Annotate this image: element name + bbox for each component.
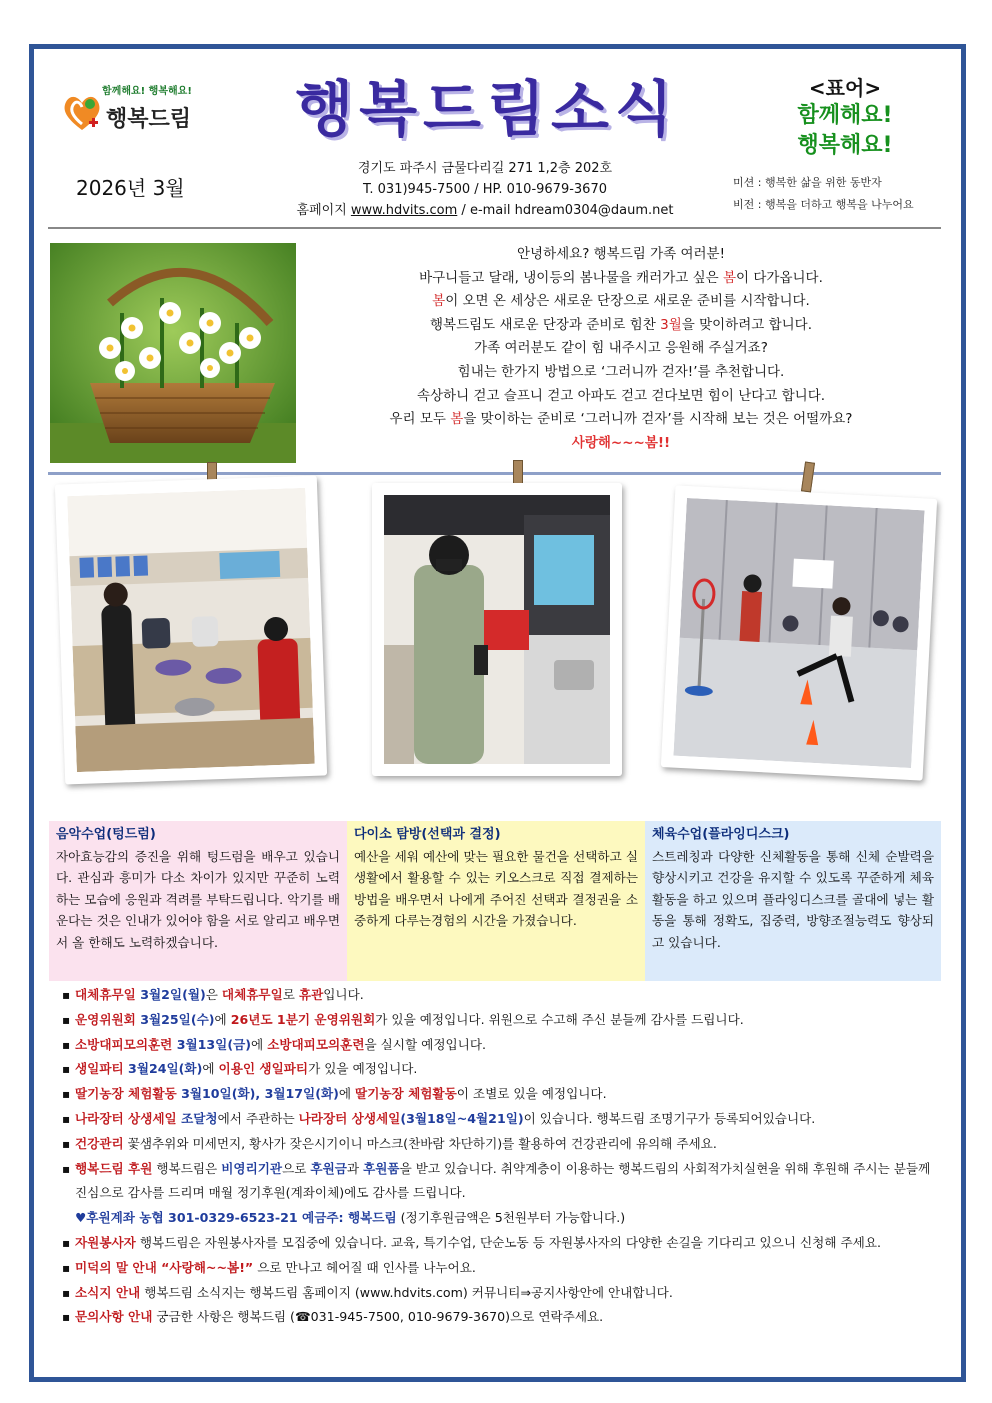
notice-highlight: 비영리기관: [221, 1160, 283, 1176]
notice-highlight: 딸기농장 체험활동: [355, 1086, 457, 1102]
notice-label: 대체휴무일: [75, 987, 136, 1002]
notice-label: 운영위원회: [75, 1011, 136, 1027]
notice-text: 이 조별로 있을 예정입니다.: [456, 1086, 607, 1102]
greeting-highlight: 봄: [450, 411, 464, 428]
activity-music: [49, 821, 347, 981]
web-line: [250, 200, 720, 221]
notice-birthday: [62, 1057, 942, 1082]
notice-text: 으로: [282, 1160, 311, 1176]
logo: [60, 82, 230, 142]
activity-body: 스트레칭과 다양한 신체활동을 통해 신체 순발력을 향상시키고 건강을 유지할 수 있도록 꾸준하게 체육활동을 하고 있으며 플라잉디스크를 골대에 넣는 활동을 통해 정확도, 집중력, 방향조절능력도 향상되고 있습니다.: [652, 848, 934, 950]
notice-text: 행복드림은: [152, 1160, 222, 1176]
notice-text: 에: [202, 1061, 219, 1077]
greeting-text: 우리 모두: [389, 411, 451, 428]
greeting-line-4: [306, 314, 936, 338]
homepage-link[interactable]: www.hdvits.com: [350, 203, 458, 218]
notice-text: 꽃샘추위와 미세먼지, 황사가 잦은시기이니 마스크(찬바람 차단하기)를 활용하여 건강관리에 유의해 주세요.: [123, 1135, 717, 1151]
notice-label: 미덕의 말 안내: [75, 1259, 157, 1275]
notice-date: 3월24일(화): [123, 1061, 203, 1077]
notice-text: 가 있을 예정입니다.: [308, 1061, 418, 1077]
greeting-line-5: 가족 여러분도 같이 힘 내주시고 응원해 주실거죠?: [474, 340, 768, 357]
notice-highlight: 대체휴무일: [221, 987, 283, 1002]
notice-text: 행복드림 소식지는 행복드림 홈페이지 (www.hdvits.com) 커뮤니티⇒공지사항안에 안내합니다.: [140, 1284, 673, 1300]
motto-line-2: 행복해요!: [797, 133, 893, 158]
greeting-line-8: [306, 408, 936, 432]
notice-label: 문의사항 안내: [75, 1309, 153, 1325]
notice-highlight: 소방대피모의훈련: [267, 1036, 365, 1052]
activity-title: 다이소 탐방(선택과 결정): [354, 827, 501, 842]
notice-highlight: “사랑해~~봄!”: [156, 1259, 254, 1275]
photo-music-class: [55, 476, 327, 785]
mission-text: 미션 : 행복한 삶을 위한 동반자: [733, 176, 882, 189]
greeting-signoff: 사랑해~~~봄!!: [571, 434, 671, 451]
notice-highlight: 후원금: [310, 1160, 347, 1176]
notice-text: 과: [346, 1160, 364, 1176]
notice-date: 3월13일(금): [172, 1036, 252, 1052]
phone-line: T. 031)945-7500 / HP. 010-9679-3670: [363, 182, 607, 197]
greeting-line-1: 안녕하세요? 행복드림 가족 여러분!: [516, 246, 726, 262]
bank-account: ♥후원계좌 농협 301-0329-6523-21 예금주: 행복드림: [75, 1210, 397, 1226]
notice-newsletter: [62, 1281, 942, 1306]
notice-label: 딸기농장 체험활동: [75, 1086, 177, 1102]
notice-label: 건강관리: [75, 1135, 124, 1151]
notice-volunteer: [62, 1231, 942, 1256]
notice-label: 소식지 안내: [75, 1284, 141, 1300]
notice-inquiry: [62, 1305, 942, 1330]
notice-text: 에: [338, 1086, 356, 1102]
motto-block: [760, 72, 930, 161]
activity-title: 체육수업(플라잉디스크): [652, 827, 790, 842]
notice-fire-drill: [62, 1033, 942, 1058]
notice-text: 을 받고 있습니다. 취약계층이 이용하는 행복드림의 사회적가치실현을 위해 후원해 주시는 분들께 진심으로 감사를 드리며 매월 정기후원(계좌이체)에도 감사를 드립니다.: [75, 1160, 931, 1201]
flower-basket-image: [50, 243, 296, 463]
bank-note: (정기후원금액은 5천원부터 가능합니다.): [396, 1210, 626, 1226]
notice-list: [62, 983, 942, 1330]
activity-body: 자아효능감의 증진을 위해 텅드럼을 배우고 있습니다. 관심과 흥미가 다소 차이가 있지만 꾸준히 노력하는 모습에 응원과 격려를 부탁드립니다. 악기를 배운다는 것은 인내가 있어야 함을 서로 알리고 배우면서 올 한해도 노력하겠습니다.: [56, 848, 340, 950]
notice-sale: [62, 1107, 942, 1132]
greeting-text: 바구니들고 달래, 냉이등의 봄나물을 캐러가고 싶은: [419, 269, 723, 286]
greeting-text: 을 맞이하는 준비로 ‘그러니까 걷자’를 시작해 보는 것은 어떨까요?: [463, 411, 853, 428]
notice-date: (3월18일~4월21일): [400, 1110, 524, 1126]
notice-highlight: 후원품: [363, 1160, 400, 1176]
header-divider: [48, 227, 941, 229]
notice-donation: [62, 1157, 942, 1207]
notice-text: 로: [282, 987, 299, 1002]
greeting-highlight: 봄: [723, 269, 737, 286]
greeting-text: 을 맞이하려고 합니다.: [681, 316, 812, 333]
notice-text: 을 실시할 예정입니다.: [364, 1036, 487, 1052]
notice-text: 으로 만나고 헤어질 때 인사를 나누어요.: [253, 1259, 476, 1275]
notice-date: 3월10일(화), 3월17일(화): [176, 1086, 339, 1102]
address-line: 경기도 파주시 금물다리길 271 1,2층 202호: [357, 161, 613, 176]
notice-text: 행복드림은 자원봉사자를 모집중에 있습니다. 교육, 특기수업, 단순노동 등 자원봉사자의 다양한 손길을 기다리고 있으니 신청해 주세요.: [135, 1234, 881, 1250]
greeting-line-6: 힘내는 한가지 방법으로 ‘그러니까 걷자!’를 추천합니다.: [457, 363, 785, 380]
greeting-text: 이 오면 온 세상은 새로운 단장으로 새로운 준비를 시작합니다.: [445, 293, 810, 310]
email-text: / e-mail hdream0304@daum.net: [457, 203, 674, 218]
greeting-text: 이 다가옵니다.: [736, 269, 823, 286]
issue-date: 2026년 3월: [76, 176, 185, 200]
greeting-message: [306, 243, 936, 455]
vision-text: 비전 : 행복을 더하고 행복을 나누어요: [733, 198, 914, 211]
notice-label: 생일파티: [75, 1061, 124, 1077]
notice-virtue-word: [62, 1256, 942, 1281]
web-prefix: 홈페이지: [296, 203, 351, 218]
motto-line-1: 함께해요!: [797, 103, 893, 128]
activity-daiso: [347, 821, 645, 981]
greeting-highlight: 봄: [432, 293, 446, 310]
notice-label: 자원봉사자: [75, 1234, 136, 1250]
newsletter-title: 행복드림소식: [295, 75, 679, 145]
activity-pe: [645, 821, 941, 981]
notice-highlight: 나라장터 상생세일: [298, 1110, 401, 1126]
greeting-highlight: 3월: [660, 316, 682, 333]
notice-text: 가 있을 예정입니다. 위원으로 수고해 주신 분들께 감사를 드립니다.: [375, 1011, 744, 1027]
notice-text: 에: [214, 1011, 231, 1027]
notice-holiday: [62, 983, 942, 1008]
notice-bank-account: [62, 1206, 942, 1231]
activity-body: 예산을 세워 예산에 맞는 필요한 물건을 선택하고 실생활에서 활용할 수 있는 키오스크로 직접 결제하는 방법을 배우면서 나에게 주어진 선택과 결정권을 소중하게 다루는경험의 시간을 가졌습니다.: [354, 848, 638, 928]
activity-title: 음악수업(텅드럼): [56, 827, 156, 842]
logo-name: 행복드림: [106, 107, 192, 132]
notice-org: 조달청: [176, 1110, 218, 1126]
greeting-line-7: 속상하니 걷고 슬프니 걷고 아파도 걷고 걷다보면 힘이 난다고 합니다.: [416, 387, 826, 404]
notice-strawberry: [62, 1082, 942, 1107]
logo-heart-icon: [60, 90, 104, 134]
notice-text: 에서 주관하는: [217, 1110, 299, 1126]
notice-label: 소방대피모의훈련: [75, 1036, 173, 1052]
notice-text: 은: [205, 987, 222, 1002]
greeting-line-3: [306, 290, 936, 314]
notice-label: 나라장터 상생세일: [75, 1110, 177, 1126]
notice-text: 이 있습니다. 행복드림 조명기구가 등록되어있습니다.: [523, 1110, 816, 1126]
notice-committee: [62, 1008, 942, 1033]
mission-vision: [733, 172, 914, 216]
notice-label: 행복드림 후원: [75, 1160, 153, 1176]
notice-health: [62, 1132, 942, 1157]
notice-highlight: 이용인 생일파티: [218, 1061, 309, 1077]
photo-daiso-visit: [372, 483, 622, 776]
photo-pe-class: [661, 485, 937, 780]
greeting-text: 행복드림도 새로운 단장과 준비로 힘찬: [429, 316, 661, 333]
notice-date: 3월2일(월): [135, 987, 206, 1002]
contact-info: [250, 158, 720, 221]
notice-date: 3월25일(수): [135, 1011, 215, 1027]
notice-text: 에: [251, 1036, 268, 1052]
logo-tagline: 함께해요! 행복해요!: [102, 86, 192, 97]
notice-highlight: 26년도 1분기 운영위원회: [230, 1011, 376, 1027]
notice-text: 입니다.: [323, 987, 364, 1002]
notice-highlight: 휴관: [298, 987, 324, 1002]
motto-heading: <표어>: [808, 76, 882, 100]
notice-text: 궁금한 사항은 행복드림 (☎031-945-7500, 010-9679-3670)으로 연락주세요.: [152, 1309, 604, 1325]
greeting-line-2: [306, 267, 936, 291]
